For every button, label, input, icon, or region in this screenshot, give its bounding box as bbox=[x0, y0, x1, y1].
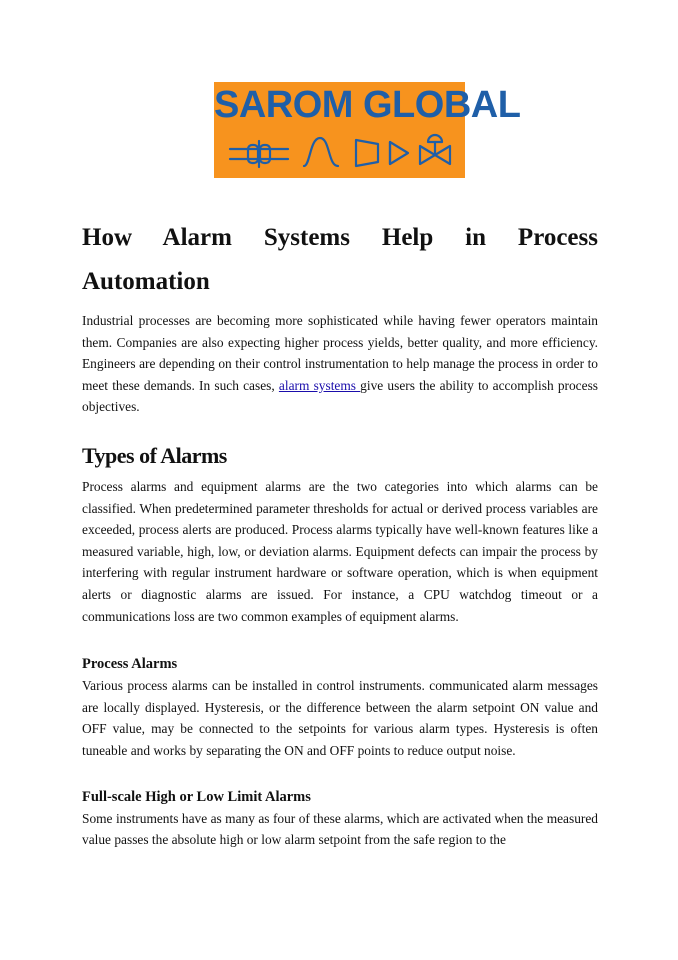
section-body-types-of-alarms: Process alarms and equipment alarms are the two categories into which alarms can be classified. When predetermined parameter thresholds for actual or derived process variables are exceeded, process alerts are produced. Process alarms typically have well-known features like a measured variable, high, low, or deviation alarms. Equipment defects can impair the process by interfering with regular instrument hardware or software operation, which is when equipment alerts or diagnostic alarms are issued. For instance, a CPU watchdog timeout or a communications loss are two common examples of equipment alarms. bbox=[82, 478, 598, 624]
reducer-icon bbox=[356, 140, 378, 166]
orifice-plate-icon bbox=[230, 141, 288, 167]
logo-text: SAROM GLOBAL bbox=[214, 84, 521, 126]
check-valve-icon bbox=[390, 142, 408, 164]
sine-wave-icon bbox=[304, 138, 338, 166]
intro-paragraph bbox=[82, 310, 598, 418]
section-body-full-scale-limit-alarms: Some instruments have as many as four of these alarms, which are activated when the measured value passes the absolute high or low alarm setpoint from the safe region to the bbox=[82, 810, 598, 848]
section-heading-full-scale-limit-alarms: Full-scale High or Low Limit Alarms bbox=[82, 788, 311, 805]
section-heading-process-alarms: Process Alarms bbox=[82, 656, 178, 673]
logo-symbols bbox=[228, 132, 453, 172]
section-heading-types-of-alarms: Types of Alarms bbox=[82, 442, 227, 468]
sarom-global-logo bbox=[214, 82, 521, 178]
section-body-process-alarms: Various process alarms can be installed in control instruments. communicated alarm messages are locally displayed. Hysteresis, or the difference between the alarm setpoint ON value and OFF value, may be connected to the setpoints for various alarm types. Hysteresis is often tuneable and works by separating the ON and OFF points to reduce output noise. bbox=[82, 678, 598, 758]
control-valve-icon bbox=[420, 135, 450, 164]
article-title: How Alarm Systems Help in Process Automation bbox=[82, 224, 598, 295]
intro-text-after-link: give users the ability to accomplish process objectives. bbox=[82, 377, 598, 415]
alarm-systems-link[interactable]: alarm systems bbox=[278, 377, 361, 393]
intro-text-before-link: Industrial processes are becoming more sophisticated while having fewer operators maintain them. Companies are also expecting higher process yields, better quality, and more efficiency. Engineers are depending on their control instrumentation to help manage the process in order to meet these demands. In such cases, bbox=[82, 313, 598, 393]
article bbox=[82, 216, 598, 851]
